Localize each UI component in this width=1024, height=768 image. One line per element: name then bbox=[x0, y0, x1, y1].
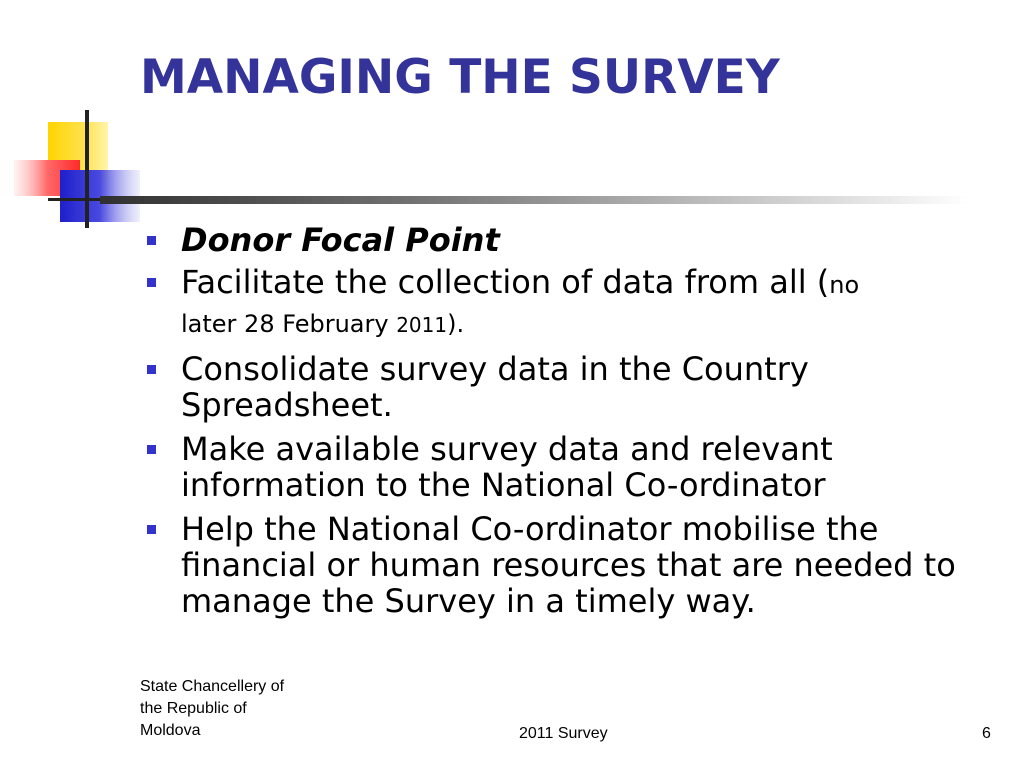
bullet-facilitate-end: ). bbox=[447, 310, 465, 338]
footer-org-line-1: State Chancellery of bbox=[140, 678, 285, 695]
bullet-item-heading bbox=[145, 222, 1005, 258]
title-divider bbox=[100, 196, 970, 204]
decorative-squares bbox=[0, 110, 160, 230]
vertical-line bbox=[85, 110, 89, 228]
bullet-facilitate-year: 2011 bbox=[396, 313, 448, 337]
decorative-squares-graphic bbox=[0, 110, 160, 230]
bullet-marker bbox=[147, 278, 156, 287]
bullet-marker bbox=[147, 365, 156, 374]
bullet-list bbox=[145, 222, 1005, 627]
page-number: 6 bbox=[982, 725, 991, 742]
bullet-facilitate-no: no bbox=[829, 271, 860, 299]
bullet-item-make-available bbox=[145, 431, 1005, 503]
bullet-item-help bbox=[145, 511, 1005, 619]
bullet-marker bbox=[147, 236, 156, 245]
bullet-heading-text: Donor Focal Point bbox=[181, 221, 500, 259]
footer-title: 2011 Survey bbox=[519, 725, 608, 742]
bullet-facilitate-text: Facilitate the collection of data from all ( bbox=[181, 263, 830, 301]
horizontal-line bbox=[48, 198, 108, 201]
bullet-help-text: Help the National Co-ordinator mobilise the financial or human resources that are needed to manage the Survey in a timely way. bbox=[181, 510, 956, 620]
footer-organization bbox=[140, 676, 340, 742]
footer-org-line-3: Moldova bbox=[140, 722, 201, 739]
footer-org-line-2: the Republic of bbox=[140, 700, 247, 717]
bullet-item-facilitate bbox=[145, 264, 1005, 343]
bullet-make-available-text: Make available survey data and relevant information to the National Co-ordinator bbox=[181, 430, 833, 504]
bullet-item-consolidate bbox=[145, 351, 1005, 423]
bullet-marker bbox=[147, 525, 156, 534]
bullet-marker bbox=[147, 445, 156, 454]
slide-title: MANAGING THE SURVEY bbox=[140, 50, 780, 105]
bullet-facilitate-later: later 28 February bbox=[181, 310, 397, 338]
bullet-consolidate-text: Consolidate survey data in the Country Spreadsheet. bbox=[181, 350, 809, 424]
